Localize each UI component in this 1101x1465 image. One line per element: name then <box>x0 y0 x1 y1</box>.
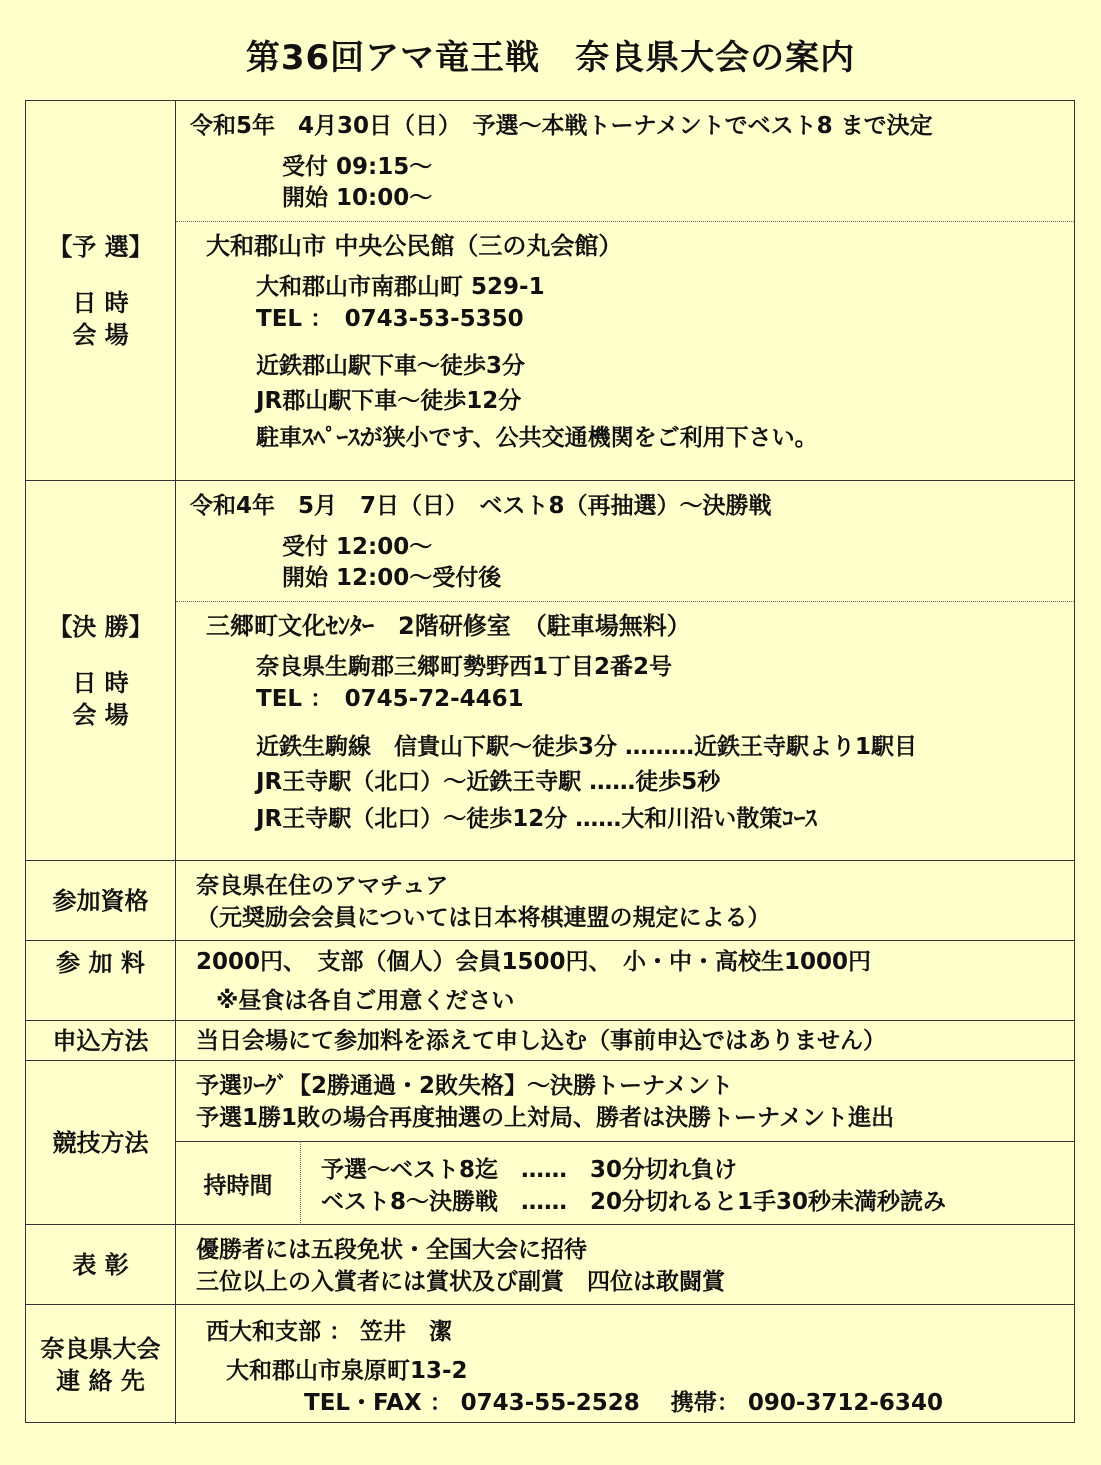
eligibility-line-1: 奈良県在住のアマチュア <box>196 873 449 899</box>
time-control <box>176 1141 1074 1225</box>
contact-name: 西大和支部 ： 笠井 潔 <box>206 1319 453 1345</box>
final-schedule <box>176 481 1074 602</box>
prelim-reception: 受付 09:15～ <box>282 154 433 180</box>
contact-address: 大和郡山市泉原町13-2 <box>226 1358 468 1384</box>
fee-label: 参 加 料 <box>26 941 176 1020</box>
eligibility-row <box>26 861 1074 941</box>
format-line-1: 予選ﾘｰｸﾞ【2勝通過・2敗失格】～決勝トーナメント <box>196 1073 734 1099</box>
eligibility-line-2: （元奨励会会員については日本将棋連盟の規定による） <box>196 905 771 931</box>
contact-label-1: 奈良県大会 <box>40 1334 161 1363</box>
time-control-2: ベスト8～決勝戦 …… 20分切れると1手30秒未満秒読み <box>321 1189 947 1215</box>
final-venue <box>176 601 1074 861</box>
prelim-schedule <box>176 101 1074 222</box>
format-label: 競技方法 <box>26 1061 176 1224</box>
prelim-tel: TEL ： 0743-53-5350 <box>256 306 524 332</box>
final-reception: 受付 12:00～ <box>282 534 433 560</box>
format-rules <box>176 1061 1074 1142</box>
format-line-2: 予選1勝1敗の場合再度抽選の上対局、勝者は決勝トーナメント進出 <box>196 1105 895 1131</box>
fee-row <box>26 941 1074 1021</box>
page-title: 第36回アマ竜王戦 奈良県大会の案内 <box>245 38 856 78</box>
final-tel: TEL ： 0745-72-4461 <box>256 686 524 712</box>
prelim-venue-name: 大和郡山市 中央公民館（三の丸会館） <box>206 232 623 260</box>
final-label-title: 【決 勝】 <box>48 612 153 641</box>
prelim-parking: 駐車ｽﾍﾟｰｽが狭小です、公共交通機関をご利用下さい。 <box>256 425 818 451</box>
final-row <box>26 481 1074 861</box>
prelim-venue <box>176 221 1074 481</box>
final-start: 開始 12:00～受付後 <box>282 565 502 591</box>
prelim-start: 開始 10:00～ <box>282 185 433 211</box>
fee-line-2: ※昼食は各自ご用意ください <box>216 988 515 1014</box>
prelim-row <box>26 101 1074 481</box>
contact-label <box>26 1305 176 1424</box>
award-line-2: 三位以上の入賞者には賞状及び副賞 四位は敢闘賞 <box>196 1269 725 1295</box>
final-label-venue: 会 場 <box>72 700 129 729</box>
final-address: 奈良県生駒郡三郷町勢野西1丁目2番2号 <box>256 654 673 680</box>
prelim-access-1: 近鉄郡山駅下車～徒歩3分 <box>256 353 526 379</box>
contact-row <box>26 1305 1074 1424</box>
time-control-label: 持時間 <box>176 1141 301 1225</box>
contact-phone: TEL・FAX ： 0743-55-2528 携帯： 090-3712-6340 <box>304 1390 943 1416</box>
prelim-label-title: 【予 選】 <box>48 232 153 261</box>
prelim-address: 大和郡山市南郡山町 529-1 <box>256 274 545 300</box>
apply-line-1: 当日会場にて参加料を添えて申し込む（事前申込ではありません） <box>196 1028 886 1054</box>
contact-label-2: 連 絡 先 <box>56 1366 145 1395</box>
prelim-label-venue: 会 場 <box>72 320 129 349</box>
award-row <box>26 1225 1074 1305</box>
prelim-date: 令和5年 4月30日（日） 予選～本戦トーナメントでベスト8 まで決定 <box>190 113 933 139</box>
eligibility-label: 参加資格 <box>26 861 176 940</box>
info-table <box>25 100 1075 1423</box>
final-label <box>26 481 176 860</box>
fee-line-1: 2000円、 支部（個人）会員1500円、 小・中・高校生1000円 <box>196 949 872 975</box>
format-row <box>26 1061 1074 1225</box>
prelim-label-date: 日 時 <box>72 288 129 317</box>
final-access-2: JR王寺駅（北口）～近鉄王寺駅 ……徒歩5秒 <box>256 769 721 795</box>
final-venue-name: 三郷町文化ｾﾝﾀｰ 2階研修室 （駐車場無料） <box>206 612 691 640</box>
final-access-3: JR王寺駅（北口）～徒歩12分 ……大和川沿い散策ｺｰｽ <box>256 806 817 832</box>
award-line-1: 優勝者には五段免状・全国大会に招待 <box>196 1237 587 1263</box>
prelim-label <box>26 101 176 480</box>
final-date: 令和4年 5月 7日（日） ベスト8（再抽選）～決勝戦 <box>190 493 772 519</box>
time-control-1: 予選～ベスト8迄 …… 30分切れ負け <box>321 1157 738 1183</box>
apply-row <box>26 1021 1074 1061</box>
award-label: 表 彰 <box>26 1225 176 1304</box>
final-access-1: 近鉄生駒線 信貴山下駅～徒歩3分 ………近鉄王寺駅より1駅目 <box>256 734 918 760</box>
final-label-date: 日 時 <box>72 668 129 697</box>
prelim-access-2: JR郡山駅下車～徒歩12分 <box>256 388 522 414</box>
apply-label: 申込方法 <box>26 1021 176 1060</box>
